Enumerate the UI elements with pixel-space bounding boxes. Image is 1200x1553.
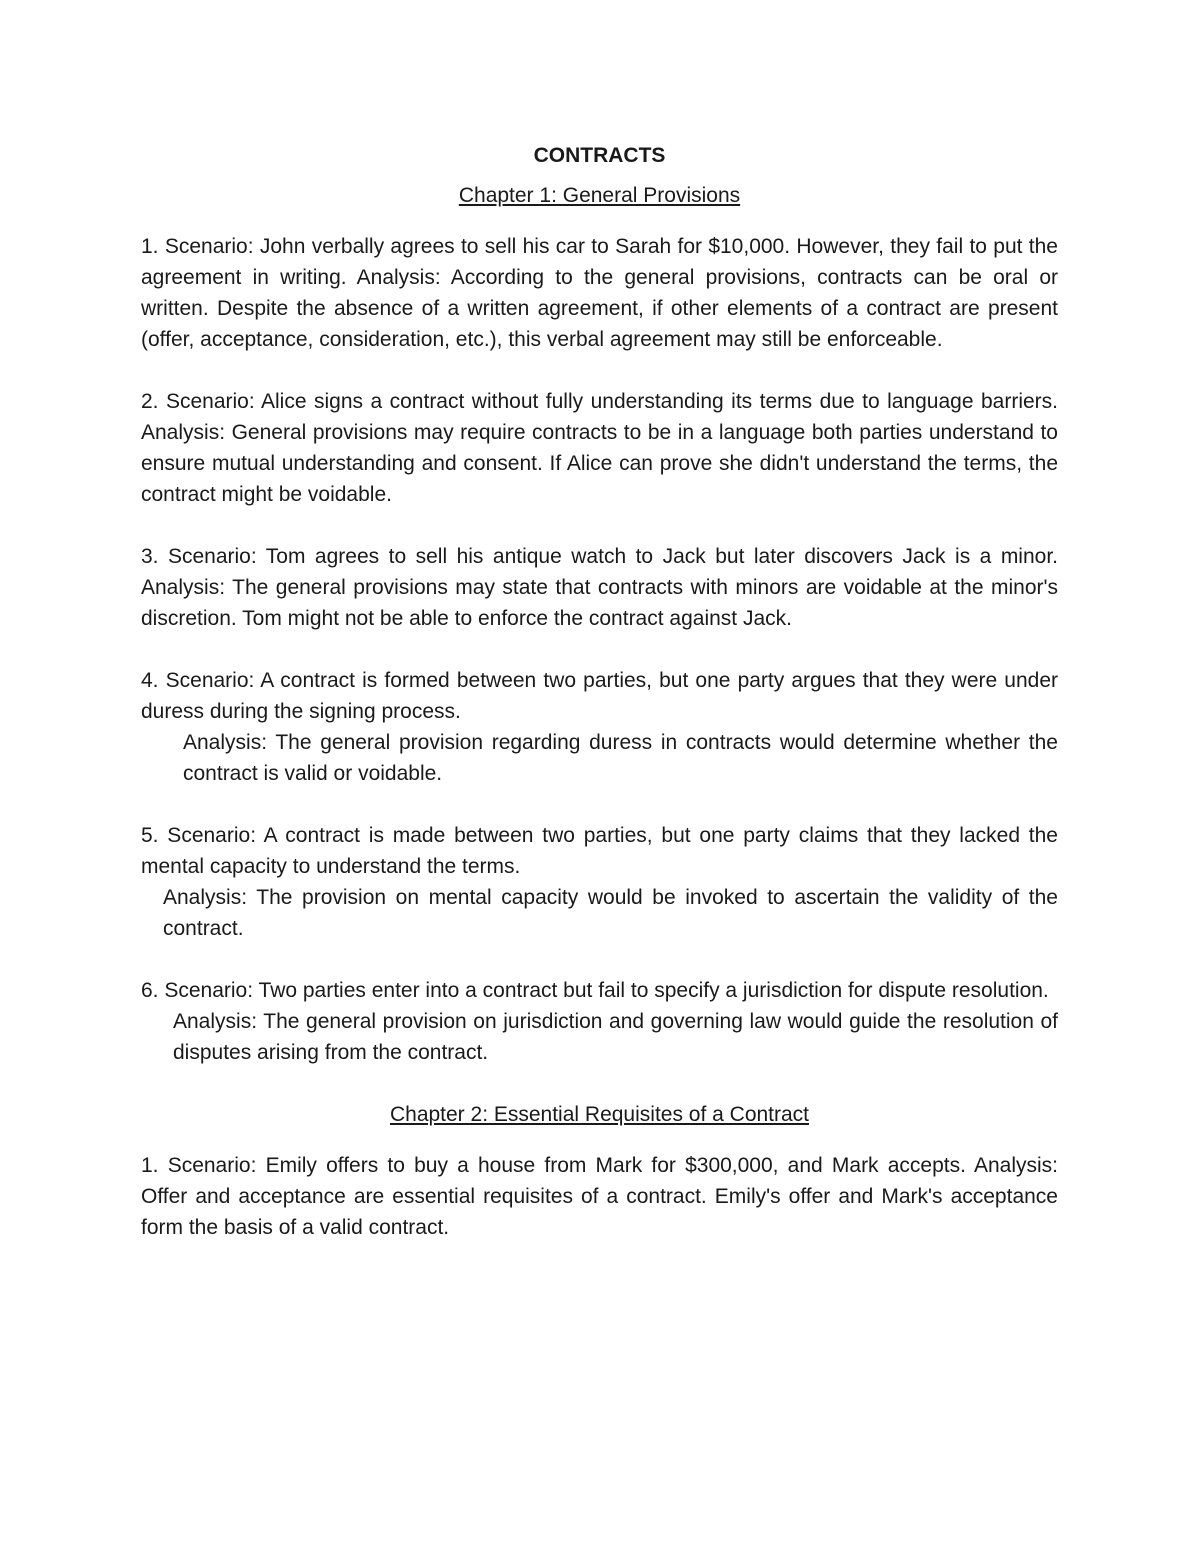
item-6-analysis: Analysis: The general provision on jurisdiction and governing law would guide the resolution of disputes arising from the contract. — [173, 1010, 1058, 1064]
chapter-1-item-5 — [141, 820, 1058, 944]
item-4-analysis: Analysis: The general provision regarding duress in contracts would determine whether the contract is valid or voidable. — [183, 731, 1058, 785]
chapter-1-item-6 — [141, 975, 1058, 1068]
chapter-1-heading: Chapter 1: General Provisions — [458, 184, 741, 207]
document-title: CONTRACTS — [533, 144, 666, 167]
chapter-1-item-2: 2. Scenario: Alice signs a contract without fully understanding its terms due to language barriers. Analysis: General provisions may require contracts to be in a language both parties understand to ensure mutual understanding and consent. If Alice can prove she didn't understand the terms, the contract might be voidable. — [141, 390, 1058, 506]
item-6-scenario: 6. Scenario: Two parties enter into a contract but fail to specify a jurisdiction for dispute resolution. — [141, 979, 1049, 1002]
item-5-analysis: Analysis: The provision on mental capacity would be invoked to ascertain the validity of the contract. — [163, 886, 1058, 940]
chapter-2-heading: Chapter 2: Essential Requisites of a Contract — [389, 1103, 810, 1126]
chapter-1-item-1: 1. Scenario: John verbally agrees to sell his car to Sarah for $10,000. However, they fail to put the agreement in writing. Analysis: According to the general provisions, contracts can be oral or written. Despite the absence of a written agreement, if other elements of a contract are present (offer, acceptance, consideration, etc.), this verbal agreement may still be enforceable. — [141, 235, 1058, 351]
item-5-scenario: 5. Scenario: A contract is made between two parties, but one party claims that they lacked the mental capacity to understand the terms. — [141, 824, 1058, 878]
item-4-scenario: 4. Scenario: A contract is formed between two parties, but one party argues that they were under duress during the signing process. — [141, 669, 1058, 723]
document-body — [141, 140, 1058, 1274]
chapter-2-item-1: 1. Scenario: Emily offers to buy a house from Mark for $300,000, and Mark accepts. Analysis: Offer and acceptance are essential requisites of a contract. Emily's offer and Mark's acceptance form the basis of a valid contract. — [141, 1154, 1058, 1239]
chapter-1-item-4 — [141, 665, 1058, 789]
chapter-1-item-3: 3. Scenario: Tom agrees to sell his antique watch to Jack but later discovers Jack is a minor. Analysis: The general provisions may state that contracts with minors are voidable at the minor's discretion. Tom might not be able to enforce the contract against Jack. — [141, 545, 1058, 630]
